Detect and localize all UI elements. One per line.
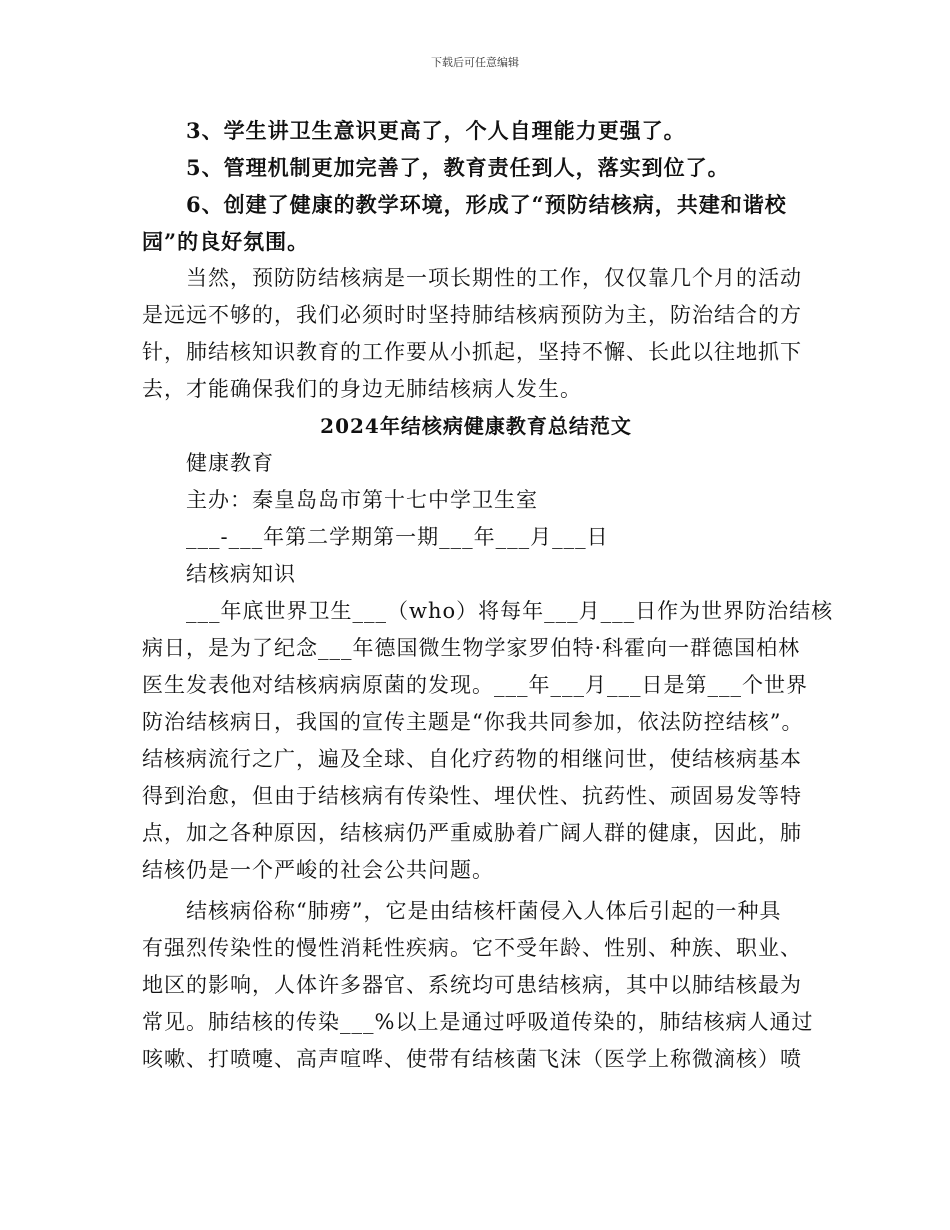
info-organizer: 主办：秦皇岛岛市第十七中学卫生室 (186, 488, 538, 512)
paragraph-1-line: 防治结核病日，我国的宣传主题是“你我共同参加，依法防控结核”。 (142, 710, 804, 734)
paragraph-1-line: 结核仍是一个严峻的社会公共问题。 (142, 858, 494, 882)
paragraph-1-line: 得到治愈，但由于结核病有传染性、埋伏性、抗药性、顽固易发等特 (142, 784, 802, 808)
document-body (142, 112, 834, 1078)
paragraph-2-line: 有强烈传染性的慢性消耗性疾病。它不受年龄、性别、种族、职业、 (142, 936, 802, 960)
summary-point-6: 6、创建了健康的教学环境，形成了“预防结核病，共建和谐校 (186, 192, 787, 217)
summary-point-5: 5、管理机制更加完善了，教育责任到人，落实到位了。 (186, 155, 730, 180)
info-category: 健康教育 (186, 451, 274, 475)
paragraph-2-line: 常见。肺结核的传染___%以上是通过呼吸道传染的，肺结核病人通过 (142, 1010, 814, 1034)
summary-point-3: 3、学生讲卫生意识更高了，个人自理能力更强了。 (186, 118, 686, 143)
paragraph-1-line: 点，加之各种原因，结核病仍严重威胁着广阔人群的健康，因此，肺 (142, 821, 802, 845)
info-issue-date: ___-___年第二学期第一期___年___月___日 (186, 525, 609, 549)
paragraph-1-line: ___年底世界卫生___（who）将每年___月___日作为世界防治结核 (186, 599, 834, 623)
conclusion-line: 当然，预防防结核病是一项长期性的工作，仅仅靠几个月的活动 (186, 266, 802, 290)
paragraph-2-line: 咳嗽、打喷嚏、高声喧哗、使带有结核菌飞沫（医学上称微滴核）喷 (142, 1047, 802, 1071)
conclusion-line: 去，才能确保我们的身边无肺结核病人发生。 (142, 377, 582, 401)
conclusion-line: 针，肺结核知识教育的工作要从小抓起，坚持不懈、长此以往地抓下 (142, 340, 802, 364)
summary-point-6-cont: 园”的良好氛围。 (142, 229, 310, 254)
page-header-note: 下载后可任意编辑 (431, 56, 519, 69)
paragraph-2-line: 结核病俗称“肺痨”，它是由结核杆菌侵入人体后引起的一种具 (186, 899, 782, 923)
document-title: 2024年结核病健康教育总结范文 (320, 414, 632, 438)
paragraph-1-line: 病日，是为了纪念___年德国微生物学家罗伯特·科霍向一群德国柏林 (142, 636, 801, 660)
info-section-heading: 结核病知识 (186, 562, 296, 586)
conclusion-line: 是远远不够的，我们必须时时坚持肺结核病预防为主，防治结合的方 (142, 303, 802, 327)
paragraph-2-line: 地区的影响，人体许多器官、系统均可患结核病，其中以肺结核最为 (142, 973, 802, 997)
paragraph-1-line: 结核病流行之广，遍及全球、自化疗药物的相继问世，使结核病基本 (142, 747, 802, 771)
paragraph-1-line: 医生发表他对结核病病原菌的发现。___年___月___日是第___个世界 (142, 673, 808, 697)
